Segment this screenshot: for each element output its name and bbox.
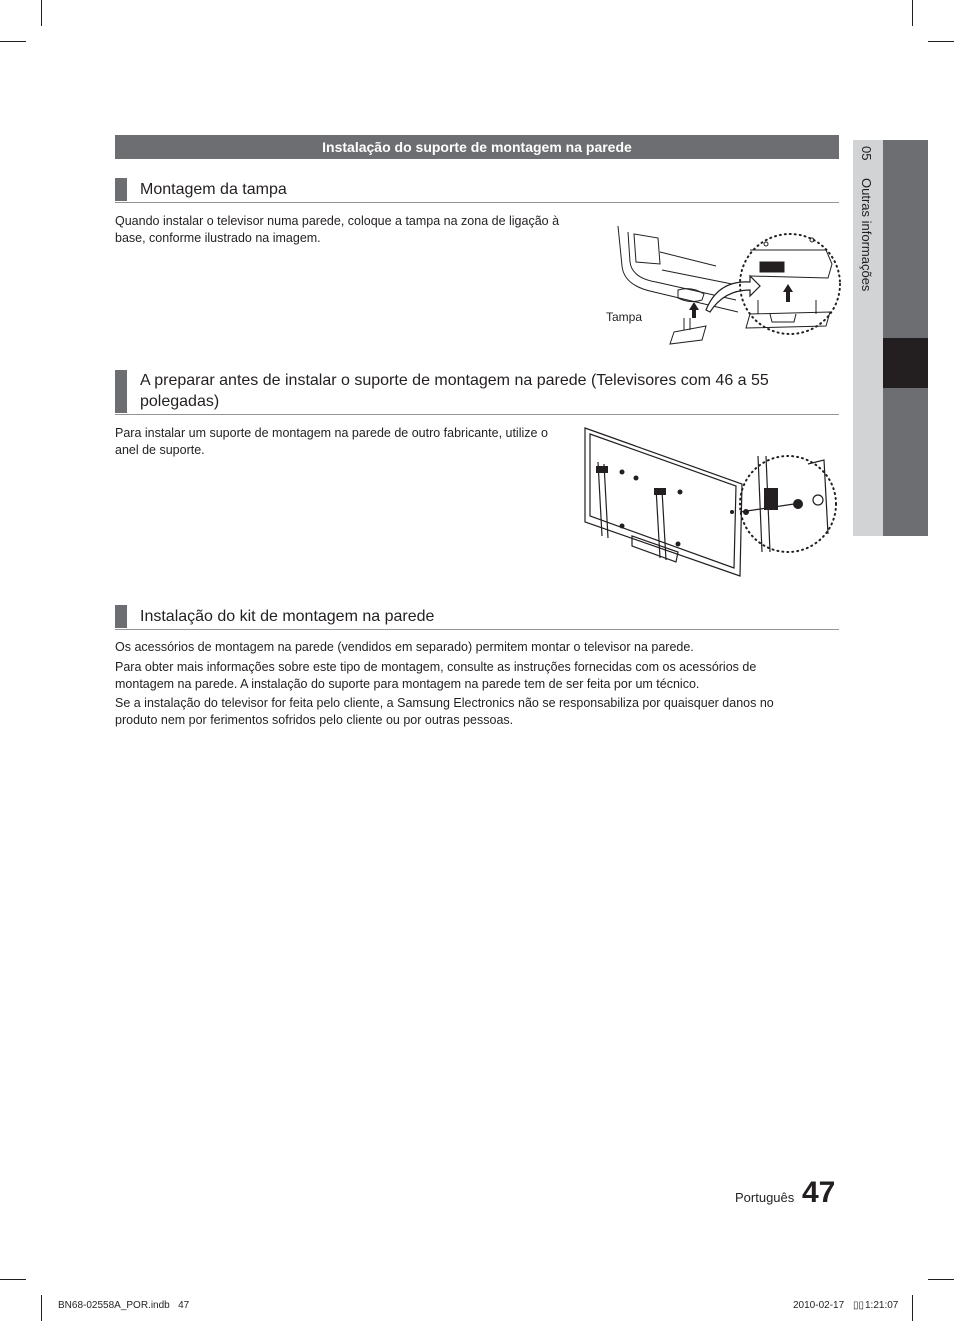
side-tab-active: [883, 338, 928, 388]
crop-mark: [928, 41, 954, 42]
cover-installation-figure: [600, 222, 840, 350]
crop-mark: [0, 1279, 26, 1280]
heading-marker: [115, 370, 127, 413]
section-heading-tampa: [115, 178, 839, 203]
footer-filename: BN68-02558A_POR.indb 47: [58, 1300, 190, 1311]
heading-text: A preparar antes de instalar o suporte de montagem na parede (Televisores com 46 a 55 polegadas): [140, 372, 769, 410]
footer-language: Português: [735, 1190, 795, 1205]
chapter-number: 05: [859, 146, 874, 161]
crop-mark: [912, 1295, 913, 1321]
footer-date: 2010-02-17: [793, 1300, 845, 1311]
paragraph: Os acessórios de montagem na parede (vendidos em separado) permitem montar o televisor na parede.: [115, 640, 694, 654]
heading-text: Montagem da tampa: [140, 181, 287, 198]
page-number: 47: [802, 1176, 836, 1209]
section-heading-kit: [115, 605, 839, 630]
heading-marker: [115, 178, 127, 201]
paragraph: Se a instalação do televisor for feita pelo cliente, a Samsung Electronics não se responsabiliza por quaisquer danos no produto nem por ferimentos sofridos pelo cliente ou por outras pessoas.: [115, 696, 774, 727]
footer-time-marker: ▯▯: [853, 1300, 865, 1311]
heading-marker: [115, 605, 127, 628]
crop-mark: [41, 0, 42, 26]
crop-mark: [0, 41, 26, 42]
paragraph: Quando instalar o televisor numa parede, coloque a tampa na zona de ligação à base, conforme ilustrado na imagem.: [115, 214, 560, 245]
crop-mark: [41, 1295, 42, 1321]
section-banner: Instalação do suporte de montagem na parede: [115, 135, 839, 159]
crop-mark: [912, 0, 913, 26]
paragraph: Para instalar um suporte de montagem na parede de outro fabricante, utilize o anel de suporte.: [115, 426, 548, 457]
tv-back-figure: [582, 426, 840, 582]
figure-label-tampa: Tampa: [606, 310, 643, 324]
footer-time: 1:21:07: [865, 1300, 899, 1311]
crop-mark: [928, 1279, 954, 1280]
chapter-title: Outras informações: [859, 178, 874, 292]
heading-text: Instalação do kit de montagem na parede: [140, 608, 435, 625]
section-heading-preparar: [115, 370, 839, 415]
paragraph: Para obter mais informações sobre este tipo de montagem, consulte as instruções fornecidas com os acessórios de montagem na parede. A instalação do suporte para montagem na parede tem de ser feita por um técnico.: [115, 660, 757, 691]
